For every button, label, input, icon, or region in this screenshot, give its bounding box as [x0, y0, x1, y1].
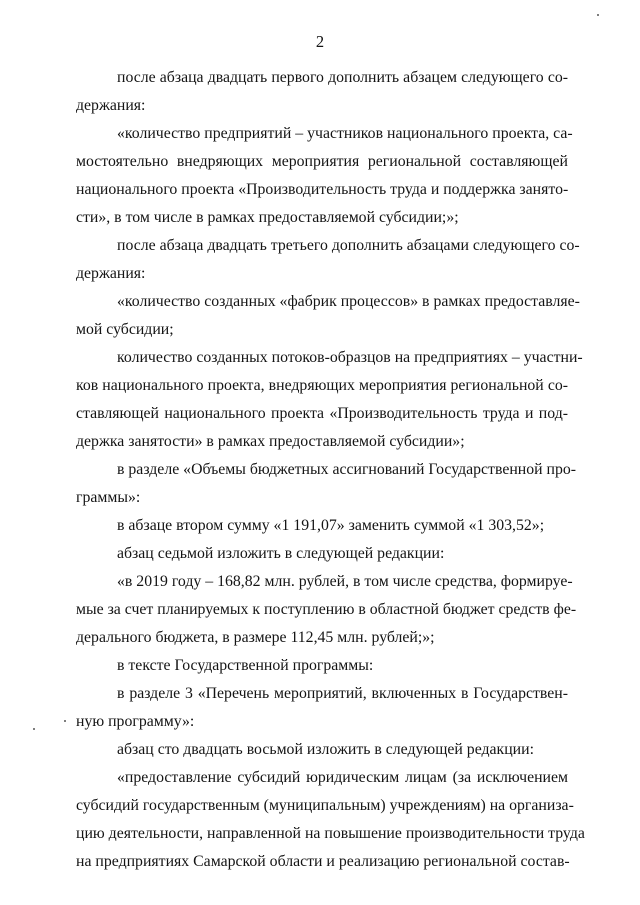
text-line: держания: [76, 265, 146, 282]
text-line: после абзаца двадцать третьего дополнить абзацами следующего со- [117, 237, 580, 254]
text-line: на предприятиях Самарской области и реализацию региональной состав- [76, 853, 570, 870]
text-line: мые за счет планируемых к поступлению в областной бюджет средств фе- [76, 601, 577, 618]
text-line: ную программу»: [76, 713, 195, 730]
text-line: после абзаца двадцать первого дополнить абзацем следующего со- [117, 69, 568, 86]
text-line: держка занятости» в рамках предоставляемой субсидии»; [76, 433, 465, 450]
text-line: «количество предприятий – участников национального проекта, са- [117, 125, 573, 142]
page-number: 2 [315, 32, 325, 51]
text-line: в разделе 3 «Перечень мероприятий, включенных в Государствен- [117, 685, 568, 702]
text-line: в тексте Государственной программы: [117, 657, 374, 674]
text-line: количество созданных потоков-образцов на предприятиях – участни- [117, 349, 583, 366]
text-line: абзац седьмой изложить в следующей редакции: [117, 545, 445, 562]
text-line: «в 2019 году – 168,82 млн. рублей, в том числе средства, формируе- [117, 573, 573, 590]
text-line: ков национального проекта, внедряющих мероприятия региональной со- [76, 377, 568, 394]
text-line: мостоятельно внедряющих мероприятия региональной составляющей [76, 153, 568, 170]
text-line: мой субсидии; [76, 321, 174, 338]
text-line: в разделе «Объемы бюджетных ассигнований Государственной про- [117, 461, 577, 478]
text-line: «количество созданных «фабрик процессов» в рамках предоставляе- [117, 293, 580, 310]
text-line: дерального бюджета, в размере 112,45 млн. рублей;»; [76, 629, 435, 646]
text-line: в абзаце втором сумму «1 191,07» заменить суммой «1 303,52»; [117, 517, 545, 534]
text-line: абзац сто двадцать восьмой изложить в следующей редакции: [117, 741, 534, 758]
text-line: цию деятельности, направленной на повышение производительности труда [76, 825, 585, 842]
text-line: держания: [76, 97, 146, 114]
text-line: граммы»: [76, 489, 141, 506]
text-line: ставляющей национального проекта «Производительность труда и под- [76, 405, 568, 422]
text-line: «предоставление субсидий юридическим лицам (за исключением [117, 769, 568, 786]
text-line: сти», в том числе в рамках предоставляемой субсидии;»; [76, 209, 459, 226]
text-line: национального проекта «Производительность труда и поддержка занято- [76, 181, 569, 198]
text-line: субсидий государственным (муниципальным) учреждениям) на организа- [76, 797, 574, 814]
